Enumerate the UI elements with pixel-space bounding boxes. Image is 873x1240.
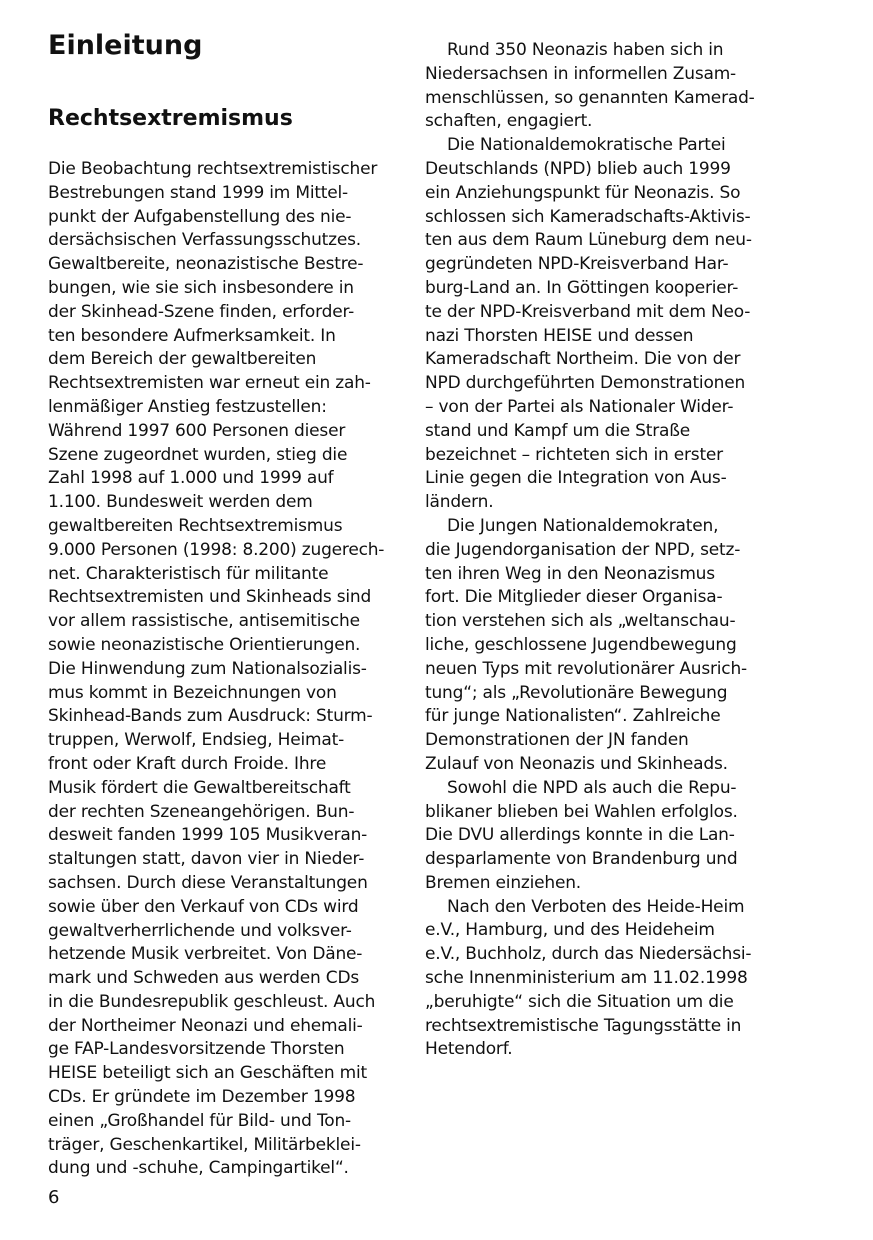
text-line: front oder Kraft durch Froide. Ihre (48, 753, 327, 774)
text-line: dem Bereich der gewaltbereiten (48, 349, 317, 370)
text-line: liche, geschlossene Jugendbewegung (425, 634, 737, 655)
text-line: menschlüssen, so genannten Kamerad- (425, 87, 755, 108)
text-line: Rund 350 Neonazis haben sich in (447, 40, 724, 60)
text-line: ten besondere Aufmerksamkeit. In (48, 325, 336, 346)
text-line: ge FAP-Landesvorsitzende Thorsten (48, 1039, 345, 1060)
text-line: Demonstrationen der JN fanden (425, 730, 689, 751)
text-line: Die DVU allerdings konnte in die Lan- (425, 825, 735, 846)
text-line: gewaltverherrlichende und volksver- (48, 920, 352, 941)
text-line: Zulauf von Neonazis und Skinheads. (425, 753, 728, 774)
text-line: Rechtsextremisten war erneut ein zah- (48, 373, 371, 394)
text-line: HEISE beteiligt sich an Geschäften mit (48, 1063, 367, 1084)
text-line: der Skinhead-Szene finden, erforder- (48, 301, 355, 322)
text-line: ein Anziehungspunkt für Neonazis. So (425, 182, 741, 203)
text-line: e.V., Hamburg, und des Heideheim (425, 920, 715, 941)
page-title: Einleitung (48, 30, 203, 61)
text-line: schlossen sich Kameradschafts-Aktivis- (425, 206, 751, 227)
text-line: NPD durchgeführten Demonstrationen (425, 373, 746, 394)
text-line: der Northeimer Neonazi und ehemali- (48, 1015, 363, 1036)
text-line: te der NPD-Kreisverband mit dem Neo- (425, 301, 751, 322)
text-line: Die Beobachtung rechtsextremistischer (48, 159, 378, 179)
text-line: CDs. Er gründete im Dezember 1998 (48, 1087, 356, 1108)
text-line: net. Charakteristisch für militante (48, 563, 329, 584)
text-line: Nach den Verboten des Heide-Heim (447, 896, 745, 917)
text-line: ten aus dem Raum Lüneburg dem neu- (425, 230, 752, 251)
text-line: – von der Partei als Nationaler Wider- (425, 396, 734, 417)
text-line: Die Nationaldemokratische Partei (447, 135, 726, 156)
right-column-text (425, 39, 775, 1062)
text-line: gegründeten NPD-Kreisverband Har- (425, 254, 729, 275)
left-column-text (48, 158, 393, 1181)
text-line: stand und Kampf um die Straße (425, 420, 691, 441)
text-line: lenmäßiger Anstieg festzustellen: (48, 396, 327, 417)
text-line: tion verstehen sich als „weltanschau- (425, 611, 736, 632)
text-line: punkt der Aufgabenstellung des nie- (48, 206, 352, 227)
text-line: Niedersachsen in informellen Zusam- (425, 63, 736, 84)
text-line: für junge Nationalisten“. Zahlreiche (425, 706, 721, 727)
text-line: sche Innenministerium am 11.02.1998 (425, 968, 748, 989)
text-line: 9.000 Personen (1998: 8.200) zugerech- (48, 539, 385, 560)
text-line: Kameradschaft Northeim. Die von der (425, 349, 741, 370)
text-line: die Jugendorganisation der NPD, setz- (425, 539, 741, 560)
text-line: Deutschlands (NPD) blieb auch 1999 (425, 158, 731, 179)
text-line: Linie gegen die Integration von Aus- (425, 468, 727, 489)
text-line: desparlamente von Brandenburg und (425, 849, 738, 870)
text-line: sowie über den Verkauf von CDs wird (48, 896, 359, 917)
text-line: truppen, Werwolf, Endsieg, Heimat- (48, 730, 345, 751)
text-line: e.V., Buchholz, durch das Niedersächsi- (425, 944, 752, 965)
page-number: 6 (48, 1187, 60, 1208)
text-line: Während 1997 600 Personen dieser (48, 420, 346, 441)
text-line: Musik fördert die Gewaltbereitschaft (48, 777, 351, 798)
text-line: Bremen einziehen. (425, 872, 582, 893)
text-line: Hetendorf. (425, 1039, 513, 1060)
text-line: mark und Schweden aus werden CDs (48, 968, 360, 989)
text-line: neuen Typs mit revolutionärer Ausrich- (425, 658, 747, 679)
text-line: „beruhigte“ sich die Situation um die (425, 991, 734, 1012)
text-line: gewaltbereiten Rechtsextremismus (48, 515, 343, 536)
text-line: rechtsextremistische Tagungsstätte in (425, 1015, 742, 1036)
text-line: dersächsischen Verfassungsschutzes. (48, 230, 361, 251)
text-line: Rechtsextremisten und Skinheads sind (48, 587, 372, 608)
text-line: Die Jungen Nationaldemokraten, (447, 515, 719, 536)
text-line: ländern. (425, 492, 494, 513)
text-line: staltungen statt, davon vier in Nieder- (48, 849, 365, 870)
text-line: Gewaltbereite, neonazistische Bestre- (48, 254, 364, 275)
text-line: hetzende Musik verbreitet. Von Däne- (48, 944, 363, 965)
text-line: nazi Thorsten HEISE und dessen (425, 325, 694, 346)
text-line: mus kommt in Bezeichnungen von (48, 682, 337, 703)
text-line: träger, Geschenkartikel, Militärbeklei- (48, 1134, 361, 1155)
text-line: schaften, engagiert. (425, 111, 593, 132)
text-line: dung und -schuhe, Campingartikel“. (48, 1158, 349, 1179)
text-line: 1.100. Bundesweit werden dem (48, 492, 313, 513)
text-line: ten ihren Weg in den Neonazismus (425, 563, 715, 584)
section-heading: Rechtsextremismus (48, 106, 293, 131)
text-line: Skinhead-Bands zum Ausdruck: Sturm- (48, 706, 373, 727)
text-line: bezeichnet – richteten sich in erster (425, 444, 723, 465)
text-line: bungen, wie sie sich insbesondere in (48, 277, 354, 298)
text-line: Sowohl die NPD als auch die Repu- (447, 777, 737, 798)
text-line: einen „Großhandel für Bild- und Ton- (48, 1110, 351, 1131)
text-line: der rechten Szeneangehörigen. Bun- (48, 801, 355, 822)
text-line: fort. Die Mitglieder dieser Organisa- (425, 587, 723, 608)
text-line: sowie neonazistische Orientierungen. (48, 634, 361, 655)
text-line: Bestrebungen stand 1999 im Mittel- (48, 182, 348, 203)
text-line: sachsen. Durch diese Veranstaltungen (48, 872, 368, 893)
text-line: in die Bundesrepublik geschleust. Auch (48, 991, 376, 1012)
text-line: blikaner blieben bei Wahlen erfolglos. (425, 801, 738, 822)
text-line: Die Hinwendung zum Nationalsozialis- (48, 658, 367, 679)
text-line: tung“; als „Revolutionäre Bewegung (425, 682, 728, 703)
text-line: Zahl 1998 auf 1.000 und 1999 auf (48, 468, 334, 489)
text-line: vor allem rassistische, antisemitische (48, 611, 360, 632)
text-line: Szene zugeordnet wurden, stieg die (48, 444, 348, 465)
text-line: desweit fanden 1999 105 Musikveran- (48, 825, 368, 846)
text-line: burg-Land an. In Göttingen kooperier- (425, 277, 739, 298)
